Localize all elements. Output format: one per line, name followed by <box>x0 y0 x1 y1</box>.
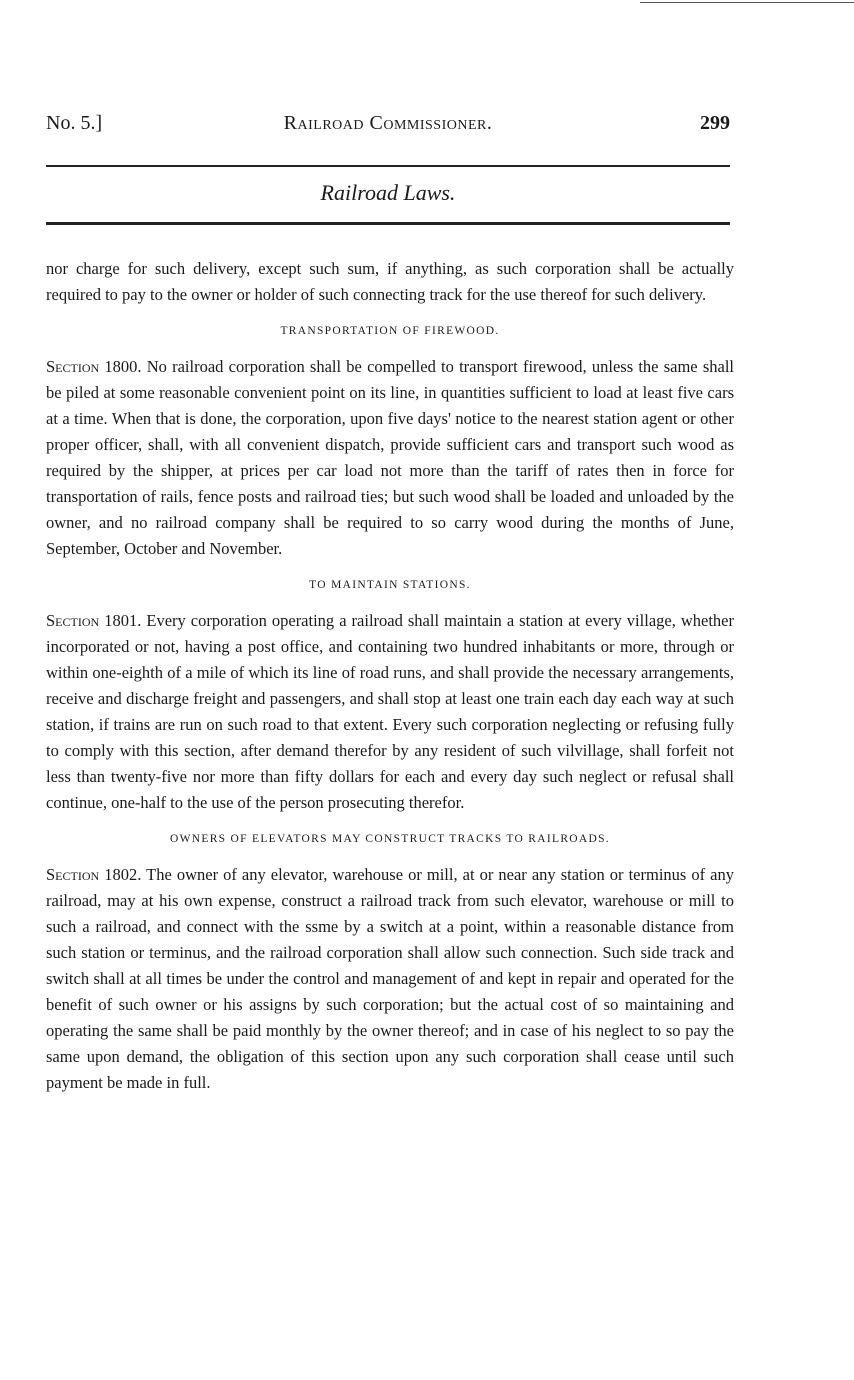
section-1801-label: Section 1801. <box>46 611 142 630</box>
section-1801-paragraph <box>46 608 734 816</box>
section-1800-label: Section 1800. <box>46 357 142 376</box>
page-subtitle: Railroad Laws. <box>320 180 456 205</box>
running-header <box>46 112 730 142</box>
section-1801-text: Every corporation operating a railroad shall maintain a station at every village, whether incorporated or not, having a post office, and containing two hundred inhabitants or more, through or within one-eighth of a mile of which its line of road runs, and shall provide the necessary arrangements, receive and discharge freight and passengers, and shall stop at least one train each day each way at such station, if trains are run on such road to that extent. Every such corporation neglecting or refusing fully to comply with this section, after demand therefor by any resident of such vilvillage, shall forfeit not less than twenty-five nor more than fifty dollars for each and every day such neglect or refusal shall continue, one-half to the use of the person prosecuting therefor. <box>46 611 735 812</box>
section-1800-paragraph <box>46 354 734 562</box>
section-1802-text: The owner of any elevator, warehouse or mill, at or near any station or terminus of any railroad, may at his own expense, construct a railroad track from such elevator, warehouse or mill to such a railroad, and connect with the ssme by a switch at a point, within a reasonable distance from such station or terminus, and the railroad corporation shall allow such connection. Such side track and switch shall at all times be under the control and management of and kept in repair and operated for the benefit of such owner or his assigns by such corporation; but the actual cost of so maintaining and operating the same shall be paid monthly by the owner thereof; and in case of his neglect to so pay the same upon demand, the obligation of this section upon any such corporation shall cease until such payment be made in full. <box>46 865 735 1092</box>
document-number: No. 5.] <box>46 112 103 134</box>
section-1802-paragraph <box>46 862 734 1096</box>
section-1802-label: Section 1802. <box>46 865 142 884</box>
continued-paragraph: nor charge for such delivery, except such sum, if anything, as such corporation shall be actually required to pay to the owner or holder of such connecting track for the use thereof for such delivery. <box>46 259 734 304</box>
top-edge-rule <box>640 2 854 3</box>
running-title: Railroad Commissioner. <box>283 112 493 134</box>
header-rule-top <box>46 165 730 167</box>
section-heading-firewood: TRANSPORTATION OF FIREWOOD. <box>280 325 500 337</box>
section-1800-text: No railroad corporation shall be compelled to transport firewood, unless the same shall be piled at some reasonable convenient point on its line, in quantities sufficient to load at least five cars at a time. When that is done, the corporation, upon five days' notice to the nearest station agent or other proper officer, shall, with all convenient dispatch, provide sufficient cars and transport such wood as required by the shipper, at prices per car load not more than the tariff of rates then in force for transportation of rails, fence posts and railroad ties; but such wood shall be loaded and unloaded by the owner, and no railroad company shall be required to so carry wood during the months of June, September, October and November. <box>46 357 734 558</box>
page-body <box>46 256 734 1096</box>
header-rule-bottom <box>46 222 730 225</box>
section-heading-stations: TO MAINTAIN STATIONS. <box>309 579 471 591</box>
section-heading-elevators: OWNERS OF ELEVATORS MAY CONSTRUCT TRACKS TO RAILROADS. <box>170 833 610 845</box>
page-number: 299 <box>700 112 730 134</box>
